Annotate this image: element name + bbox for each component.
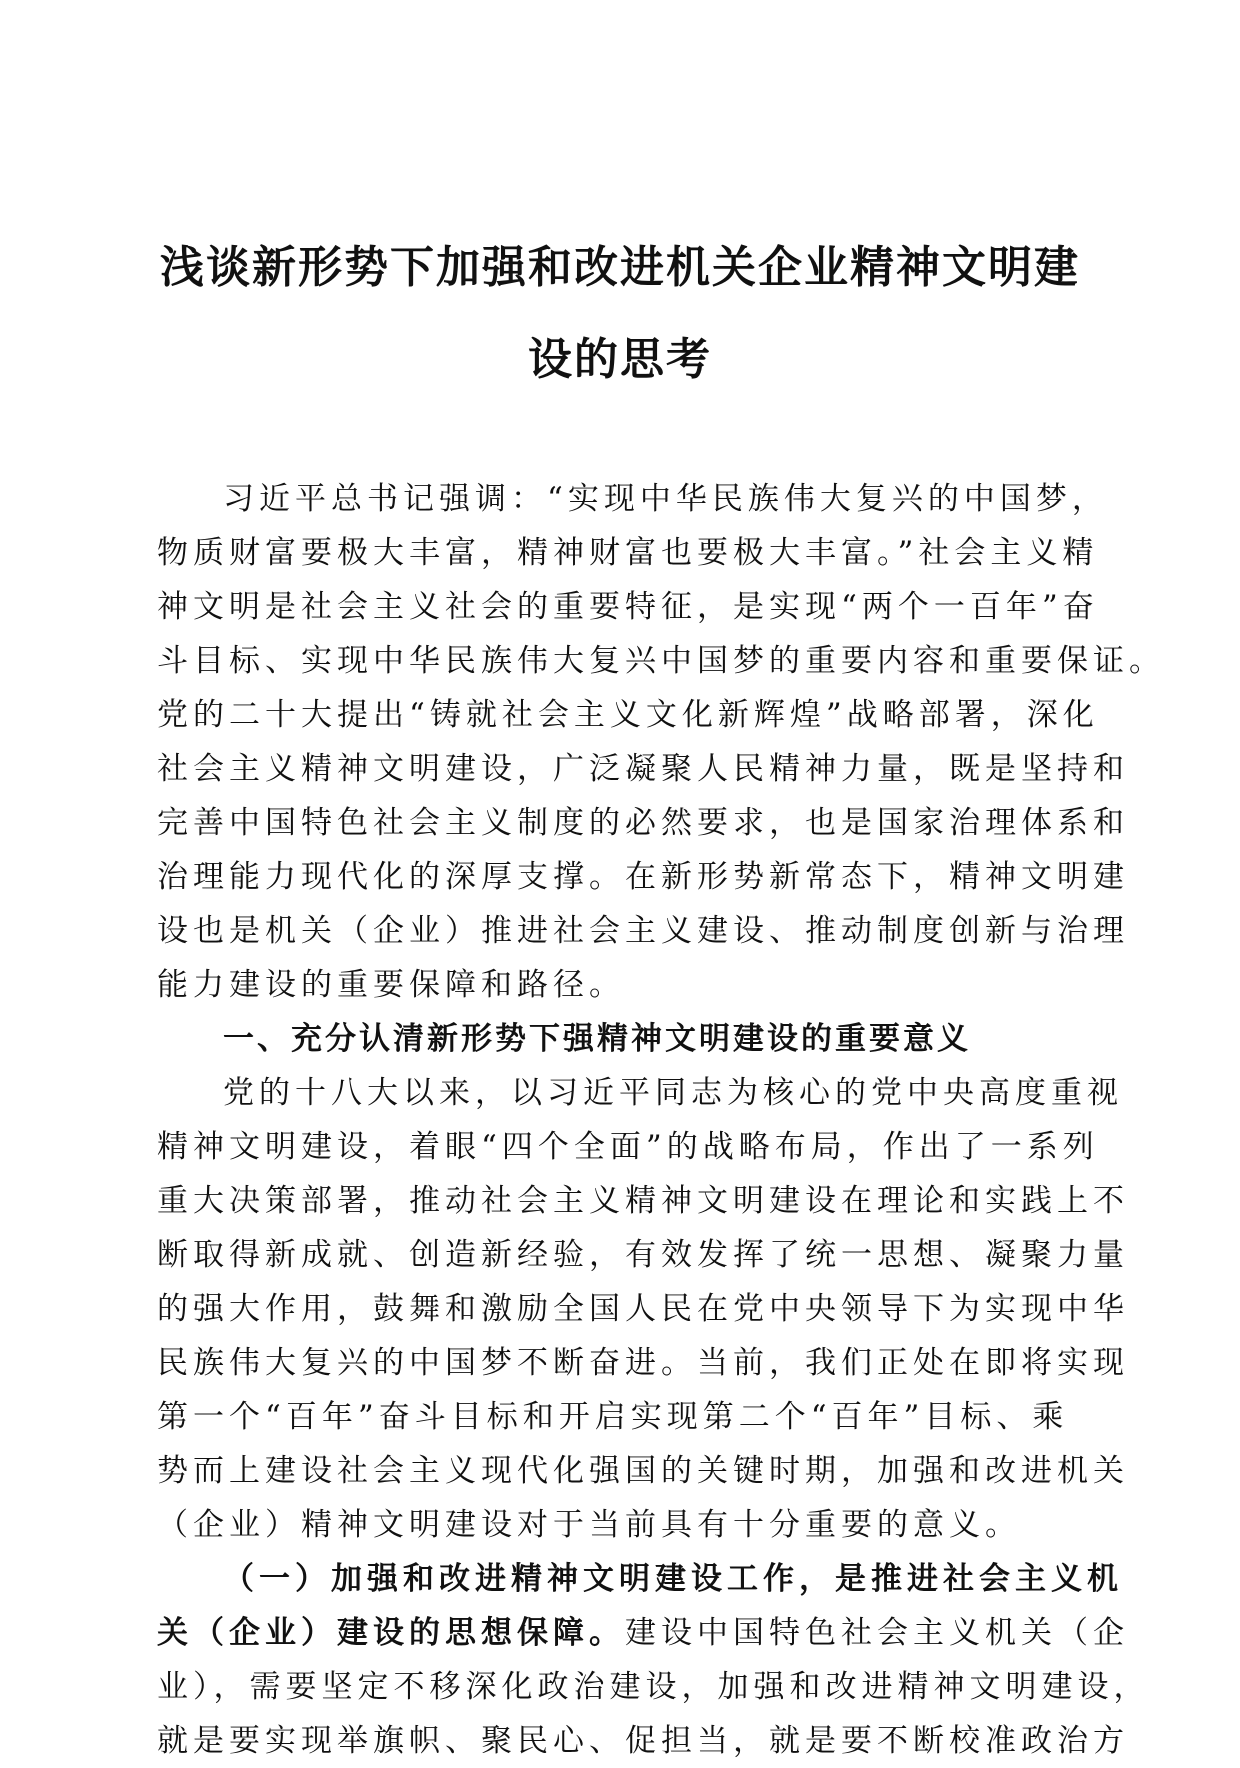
text-line: 物质财富要极大丰富，精神财富也要极大丰富。”社会主义精: [157, 535, 1099, 571]
text-line: 党的十八大以来，以习近平同志为核心的党中央高度重视: [223, 1075, 1123, 1111]
document-title: [150, 222, 1090, 406]
text-line: 业），需要坚定不移深化政治建设，加强和改进精神文明建设，: [157, 1669, 1150, 1705]
text-line: 重大决策部署，推动社会主义精神文明建设在理论和实践上不: [157, 1183, 1129, 1219]
text-line: 设也是机关（企业）推进社会主义建设、推动制度创新与治理: [157, 913, 1129, 949]
text-line: 治理能力现代化的深厚支撑。在新形势新常态下，精神文明建: [157, 859, 1129, 895]
section-heading: [157, 1012, 1087, 1066]
title-line-1: 浅谈新形势下加强和改进机关企业精神文明建: [160, 242, 1080, 293]
text-line: 的强大作用，鼓舞和激励全国人民在党中央领导下为实现中华: [157, 1291, 1129, 1327]
text-line: 斗目标、实现中华民族伟大复兴中国梦的重要内容和重要保证。: [157, 643, 1165, 679]
text-line: 断取得新成就、创造新经验，有效发挥了统一思想、凝聚力量: [157, 1237, 1129, 1273]
text-line: 完善中国特色社会主义制度的必然要求，也是国家治理体系和: [157, 805, 1129, 841]
subsection-1-heading-cont: 关（企业）建设的思想保障。: [157, 1615, 625, 1651]
section-1-paragraph: [157, 1066, 1129, 1552]
text-line: 就是要实现举旗帜、聚民心、促担当，就是要不断校准政治方: [157, 1723, 1129, 1759]
text-line: [157, 1606, 1129, 1660]
document-body: [157, 472, 1165, 1768]
text-line: 习近平总书记强调：“实现中华民族伟大复兴的中国梦，: [223, 481, 1108, 517]
text-line: 神文明是社会主义社会的重要特征，是实现“两个一百年”奋: [157, 589, 1099, 625]
text-line: （企业）精神文明建设对于当前具有十分重要的意义。: [157, 1507, 1021, 1543]
subsection-1-paragraph: [157, 1552, 1150, 1768]
text-line: 势而上建设社会主义现代化强国的关键时期，加强和改进机关: [157, 1453, 1129, 1489]
text-line: 精神文明建设，着眼“四个全面”的战略布局，作出了一系列: [157, 1129, 1099, 1165]
section-1-heading: 一、充分认清新形势下强精神文明建设的重要意义: [223, 1021, 971, 1057]
text-line: 第一个“百年”奋斗目标和开启实现第二个“百年”目标、乘: [157, 1399, 1069, 1435]
intro-paragraph: [157, 472, 1165, 1012]
text-line: 党的二十大提出“铸就社会主义文化新辉煌”战略部署，深化: [157, 697, 1099, 733]
text-line: 民族伟大复兴的中国梦不断奋进。当前，我们正处在即将实现: [157, 1345, 1129, 1381]
title-line-2: 设的思考: [528, 334, 712, 385]
text-line: 社会主义精神文明建设，广泛凝聚人民精神力量，既是坚持和: [157, 751, 1129, 787]
text-line: 能力建设的重要保障和路径。: [157, 967, 625, 1003]
text-fragment: 建设中国特色社会主义机关（企: [625, 1615, 1129, 1651]
subsection-1-heading: （一）加强和改进精神文明建设工作，是推进社会主义机: [223, 1561, 1123, 1597]
